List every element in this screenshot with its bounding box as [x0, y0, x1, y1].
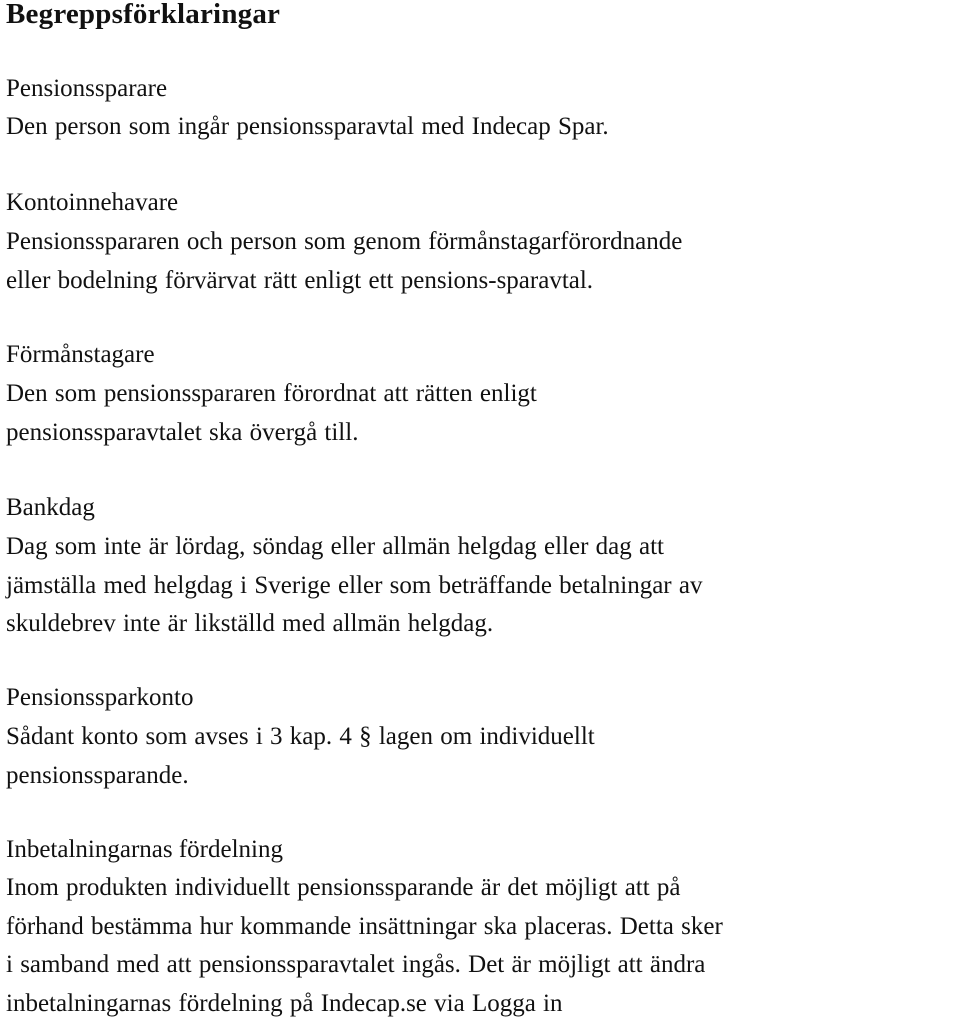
definition-line: jämställa med helgdag i Sverige eller som beträffande betalningar av — [6, 567, 702, 606]
definition-line: Den som pensionsspararen förordnat att rätten enligt — [6, 375, 537, 414]
definition-line: inbetalningarnas fördelning på Indecap.se via Logga in — [6, 985, 723, 1023]
term-bankdag: Bankdag — [6, 489, 95, 527]
term-inbetalningarnas-fordelning: Inbetalningarnas fördelning — [6, 831, 283, 869]
definition-line: pensionssparande. — [6, 757, 595, 796]
definition-line: förhand bestämma hur kommande insättningar ska placeras. Detta sker — [6, 908, 723, 947]
definition-inbetalningarnas-fordelning — [6, 869, 723, 1023]
definition-line: Dag som inte är lördag, söndag eller allmän helgdag eller dag att — [6, 528, 702, 567]
term-pensionssparkonto: Pensionssparkonto — [6, 679, 194, 717]
page-title: Begreppsförklaringar — [6, 0, 280, 31]
definition-line: Inom produkten individuellt pensionssparande är det möjligt att på — [6, 869, 723, 908]
term-pensionssparare: Pensionssparare — [6, 70, 167, 108]
definition-line: i samband med att pensionssparavtalet ingås. Det är möjligt att ändra — [6, 946, 723, 985]
definition-pensionssparkonto — [6, 718, 595, 795]
definition-line: Pensionsspararen och person som genom förmånstagarförordnande — [6, 223, 682, 262]
term-kontoinnehavare: Kontoinnehavare — [6, 184, 178, 222]
definition-line: Sådant konto som avses i 3 kap. 4 § lagen om individuellt — [6, 718, 595, 757]
definition-line: Den person som ingår pensionssparavtal med Indecap Spar. — [6, 108, 609, 147]
definition-pensionssparare — [6, 108, 609, 147]
definition-line: pensionssparavtalet ska övergå till. — [6, 414, 537, 453]
definition-kontoinnehavare — [6, 223, 682, 300]
definition-formanstagare — [6, 375, 537, 452]
definition-line: eller bodelning förvärvat rätt enligt ett pensions-sparavtal. — [6, 262, 682, 301]
term-formanstagare: Förmånstagare — [6, 336, 155, 374]
definition-bankdag — [6, 528, 702, 644]
definition-line: skuldebrev inte är likställd med allmän helgdag. — [6, 605, 702, 644]
